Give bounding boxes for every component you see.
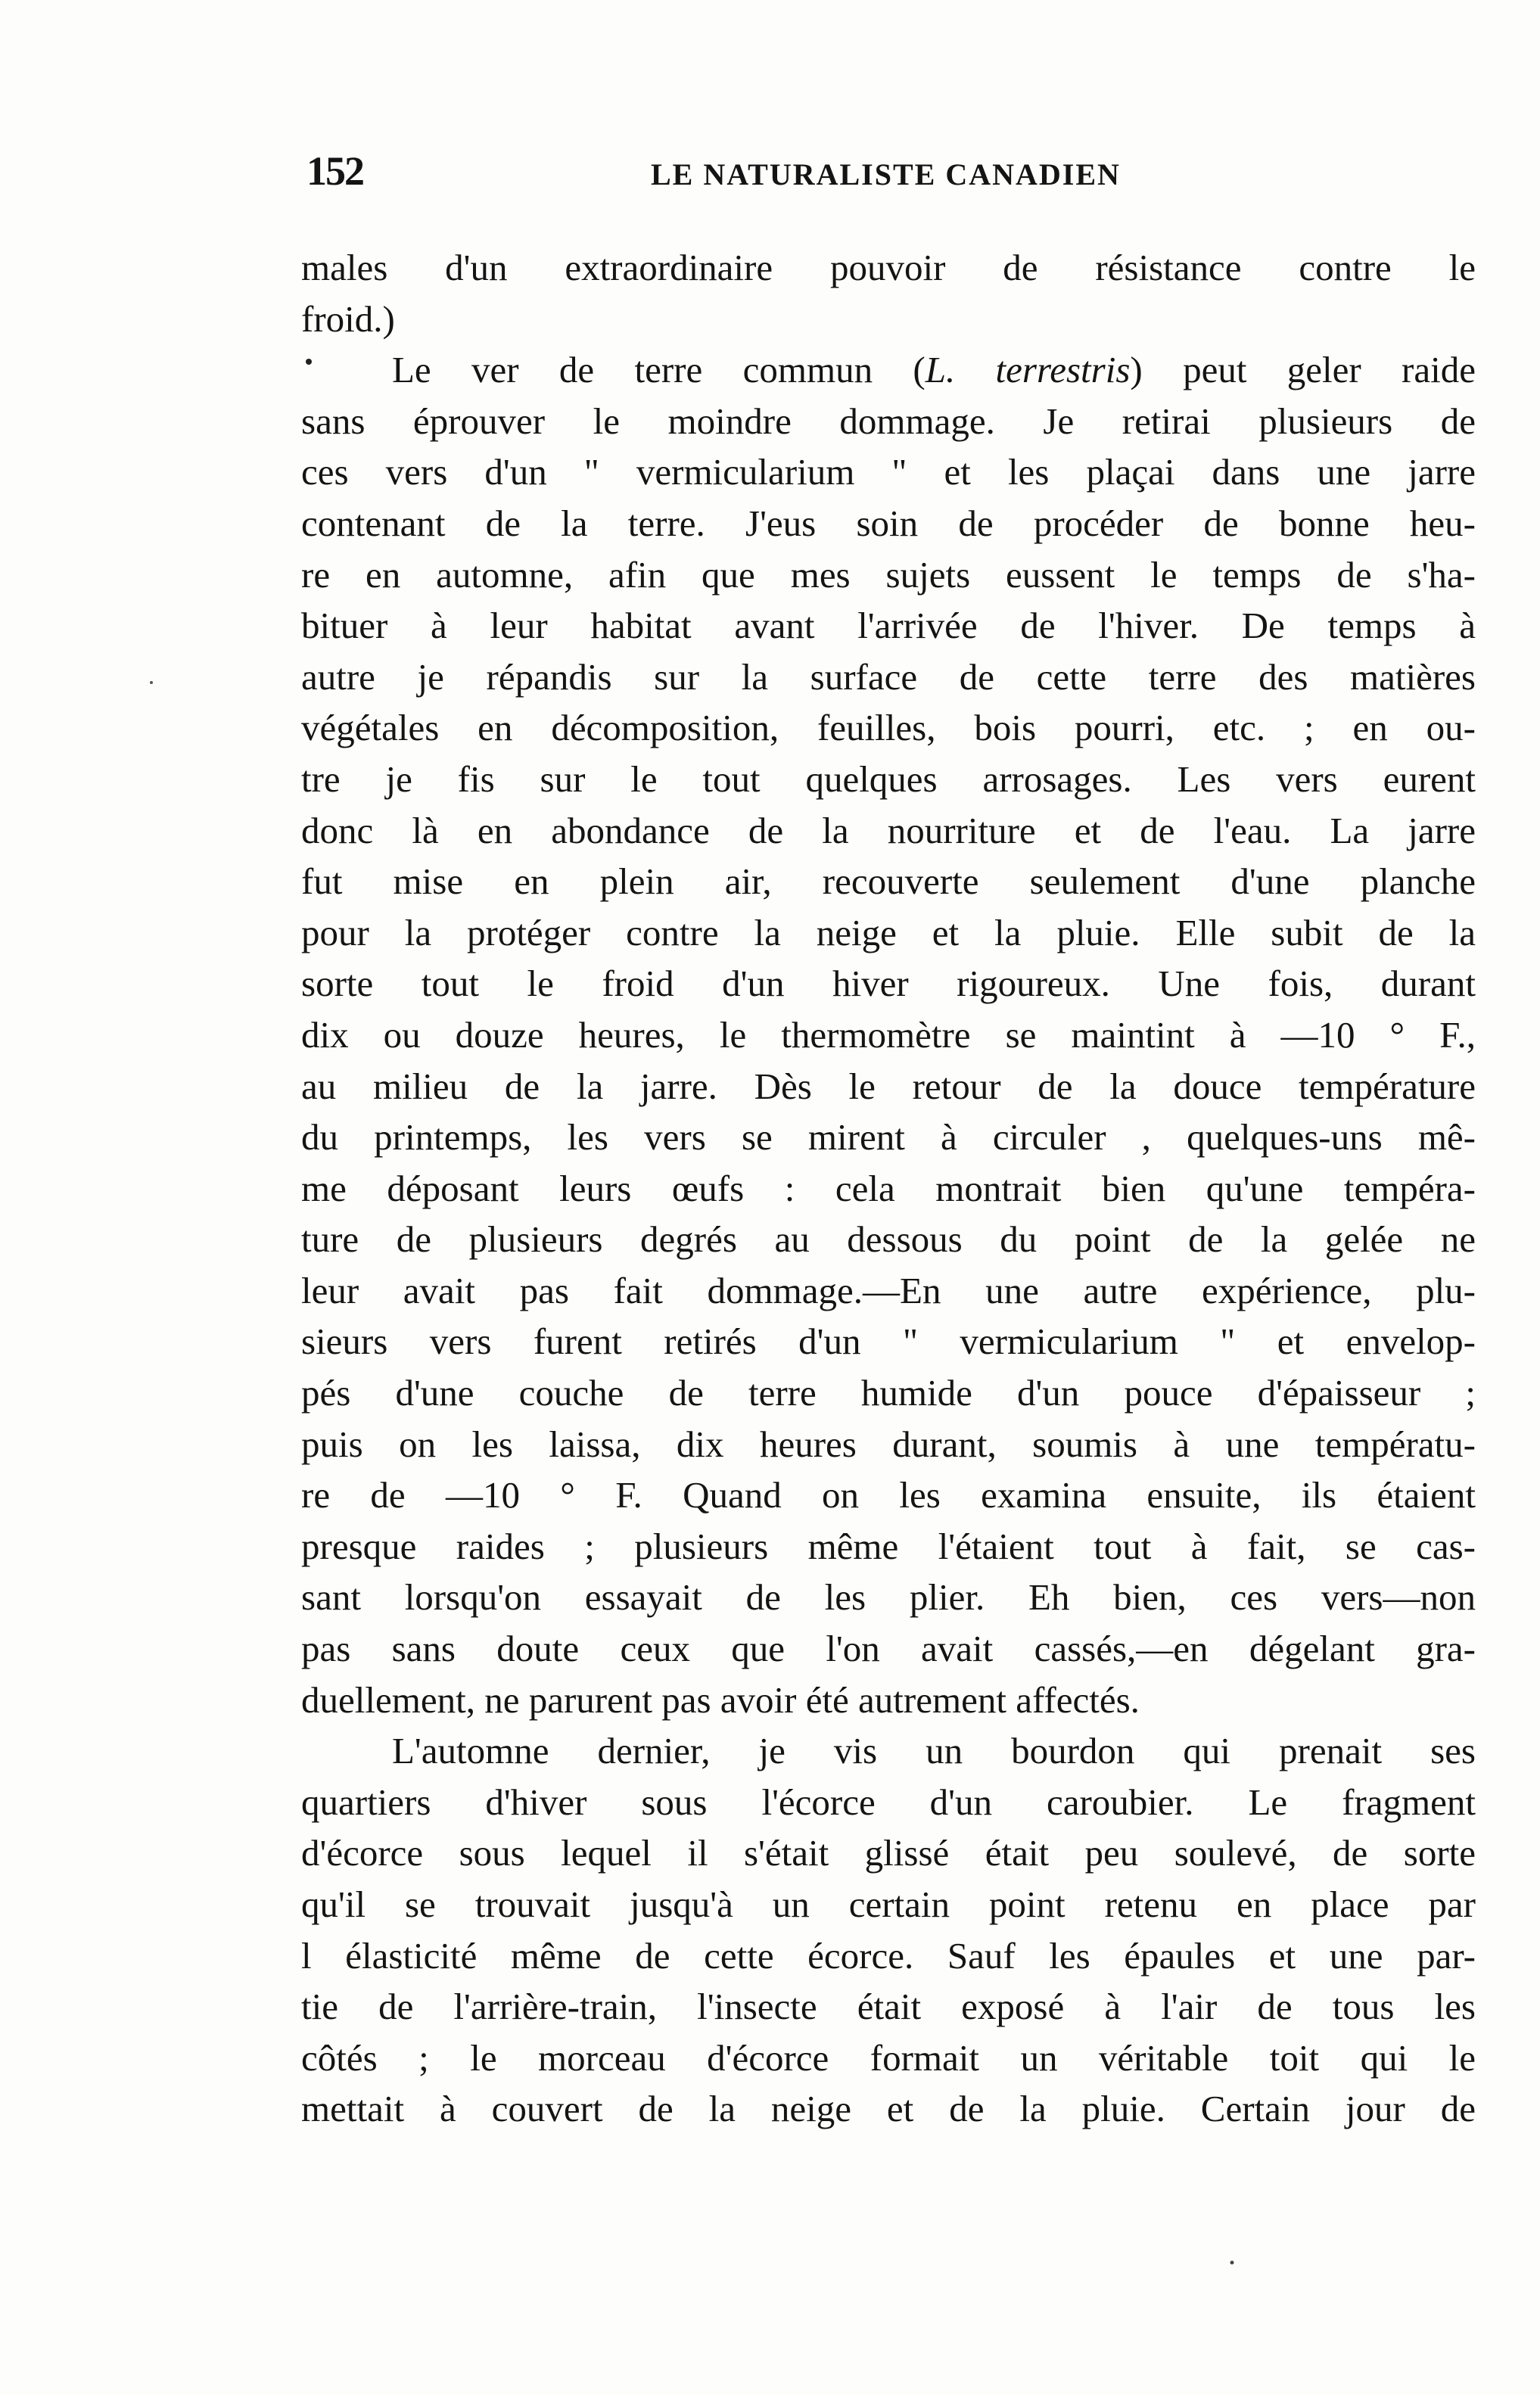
text-line: sant lorsqu'on essayait de les plier. Eh bien, ces vers—non bbox=[301, 1576, 1476, 1619]
text-line: mettait à couvert de la neige et de la pluie. Certain jour de bbox=[301, 2088, 1476, 2130]
text-line: contenant de la terre. J'eus soin de procéder de bonne heu- bbox=[301, 502, 1476, 544]
text-line: pour la protéger contre la neige et la pluie. Elle subit de la bbox=[301, 911, 1476, 953]
text-line: végétales en décomposition, feuilles, bois pourri, etc. ; en ou- bbox=[301, 707, 1476, 749]
speck-mark bbox=[150, 681, 153, 684]
speck-mark bbox=[1230, 2261, 1234, 2265]
text-line: du printemps, les vers se mirent à circuler , quelques-uns mê- bbox=[301, 1116, 1476, 1159]
text-line: dix ou douze heures, le thermomètre se maintint à —10 ° F., bbox=[301, 1013, 1476, 1056]
text-line: leur avait pas fait dommage.—En une autre expérience, plu- bbox=[301, 1269, 1476, 1311]
text-line: d'écorce sous lequel il s'était glissé était peu soulevé, de sorte bbox=[301, 1832, 1476, 1874]
text-line: quartiers d'hiver sous l'écorce d'un caroubier. Le fragment bbox=[301, 1781, 1476, 1823]
text-segment: Le ver de terre commun ( bbox=[392, 349, 926, 391]
text-line: côtés ; le morceau d'écorce formait un véritable toit qui le bbox=[301, 2036, 1476, 2079]
text-line: autre je répandis sur la surface de cette terre des matières bbox=[301, 655, 1476, 698]
text-line: bituer à leur habitat avant l'arrivée de l'hiver. De temps à bbox=[301, 605, 1476, 647]
text-line: qu'il se trouvait jusqu'à un certain point retenu en place par bbox=[301, 1883, 1476, 1925]
text-line: ces vers d'un " vermicularium " et les plaçai dans une jarre bbox=[301, 451, 1476, 493]
text-line: pés d'une couche de terre humide d'un pouce d'épaisseur ; bbox=[301, 1372, 1476, 1414]
text-line: re de —10 ° F. Quand on les examina ensuite, ils étaient bbox=[301, 1474, 1476, 1516]
running-title: LE NATURALISTE CANADIEN bbox=[651, 157, 1121, 191]
text-line: fut mise en plein air, recouverte seulement d'une planche bbox=[301, 860, 1476, 903]
text-line: au milieu de la jarre. Dès le retour de la douce température bbox=[301, 1065, 1476, 1107]
text-line: me déposant leurs œufs : cela montrait bien qu'une tempéra- bbox=[301, 1167, 1476, 1209]
text-line: duellement, ne parurent pas avoir été autrement affectés. bbox=[301, 1678, 1140, 1721]
text-line: l élasticité même de cette écorce. Sauf les épaules et une par- bbox=[301, 1934, 1476, 1977]
text-line: re en automne, afin que mes sujets eussent le temps de s'ha- bbox=[301, 553, 1476, 596]
page-header bbox=[306, 148, 1476, 208]
page-number: 152 bbox=[306, 148, 363, 194]
species-name: L. terrestris bbox=[925, 349, 1131, 391]
text-line: donc là en abondance de la nourriture et de l'eau. La jarre bbox=[301, 809, 1476, 851]
text-line: L'automne dernier, je vis un bourdon qui prenait ses bbox=[392, 1730, 1476, 1772]
text-line: ture de plusieurs degrés au dessous du point de la gelée ne bbox=[301, 1218, 1476, 1261]
body-text bbox=[301, 242, 1476, 2135]
text-line: sans éprouver le moindre dommage. Je retirai plusieurs de bbox=[301, 400, 1476, 442]
text-line: males d'un extraordinaire pouvoir de résistance contre le bbox=[301, 247, 1476, 288]
text-line: tie de l'arrière-train, l'insecte était exposé à l'air de tous les bbox=[301, 1986, 1476, 2028]
text-line-with-italic bbox=[301, 344, 1476, 396]
text-line: pas sans doute ceux que l'on avait cassés,—en dégelant gra- bbox=[301, 1628, 1476, 1670]
text-line: froid.) bbox=[301, 297, 395, 340]
text-line: puis on les laissa, dix heures durant, soumis à une températu- bbox=[301, 1423, 1476, 1465]
text-line: sorte tout le froid d'un hiver rigoureux. Une fois, durant bbox=[301, 963, 1476, 1005]
text-line: sieurs vers furent retirés d'un " vermicularium " et envelop- bbox=[301, 1320, 1476, 1363]
text-line: presque raides ; plusieurs même l'étaient tout à fait, se cas- bbox=[301, 1525, 1476, 1567]
text-line: tre je fis sur le tout quelques arrosages. Les vers eurent bbox=[301, 757, 1476, 800]
text-segment: ) peut geler raide bbox=[1130, 349, 1476, 391]
